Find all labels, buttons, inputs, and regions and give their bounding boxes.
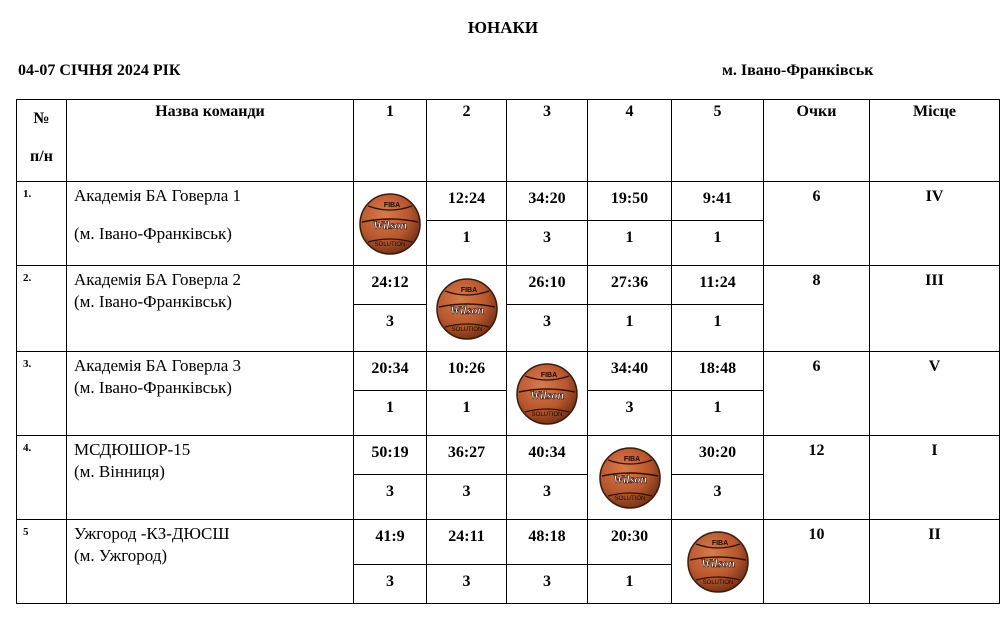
ball-top-text: FIBA	[711, 539, 728, 547]
game-points-cell: 3	[507, 565, 588, 604]
total-points: 6	[764, 182, 870, 266]
header-game-2: 2	[427, 100, 507, 182]
ball-brand-text: Wilson	[372, 217, 408, 232]
score-cell: 24:11	[427, 520, 507, 565]
game-points-cell: 1	[672, 305, 764, 352]
score-cell: 19:50	[588, 182, 672, 221]
game-points-cell: 1	[427, 221, 507, 266]
table-row	[17, 352, 1000, 391]
basketball-icon	[435, 277, 499, 341]
results-table	[16, 99, 1000, 604]
ball-bottom-text: SOLUTION	[702, 579, 733, 586]
ball-bottom-text: SOLUTION	[614, 495, 645, 502]
basketball-icon	[515, 362, 579, 426]
self-match-cell	[672, 520, 764, 604]
ball-brand-text: Wilson	[449, 302, 484, 317]
team-city: (м. Ужгород)	[74, 546, 168, 565]
self-match-cell	[507, 352, 588, 436]
game-points-cell: 3	[588, 391, 672, 436]
row-number: 3.	[17, 352, 67, 436]
game-points-cell: 3	[354, 565, 427, 604]
self-match-cell	[588, 436, 672, 520]
score-cell: 24:12	[354, 266, 427, 305]
team-cell	[67, 266, 354, 352]
team-name: Академія БА Говерла 3	[74, 356, 241, 375]
game-points-cell: 1	[672, 221, 764, 266]
ball-bottom-text: SOLUTION	[451, 326, 482, 333]
tournament-city: м. Івано-Франківськ	[722, 62, 874, 79]
team-city: (м. Вінниця)	[74, 462, 165, 481]
header-game-4: 4	[588, 100, 672, 182]
header-row	[17, 100, 1000, 182]
ball-bottom-text: SOLUTION	[531, 411, 563, 418]
score-cell: 20:30	[588, 520, 672, 565]
table-row	[17, 182, 1000, 221]
table-row	[17, 520, 1000, 565]
team-cell	[67, 436, 354, 520]
team-city: (м. Івано-Франківськ)	[74, 224, 232, 243]
game-points-cell: 3	[507, 305, 588, 352]
game-points-cell: 3	[672, 475, 764, 520]
game-points-cell: 3	[354, 475, 427, 520]
place: I	[870, 436, 1000, 520]
game-points-cell: 1	[588, 305, 672, 352]
score-cell: 27:36	[588, 266, 672, 305]
score-cell: 20:34	[354, 352, 427, 391]
header-number	[17, 100, 67, 182]
self-match-cell	[427, 266, 507, 352]
ball-brand-text: Wilson	[612, 471, 647, 486]
team-name: Ужгород -КЗ-ДЮСШ	[74, 524, 230, 543]
tournament-date: 04-07 СІЧНЯ 2024 РІК	[18, 62, 181, 79]
score-cell: 11:24	[672, 266, 764, 305]
ball-top-text: FIBA	[460, 286, 477, 294]
team-city: (м. Івано-Франківськ)	[74, 292, 232, 311]
header-number-line1: №	[33, 110, 50, 127]
team-city: (м. Івано-Франківськ)	[74, 378, 232, 397]
team-name: Академія БА Говерла 1	[74, 186, 241, 205]
header-game-3: 3	[507, 100, 588, 182]
row-number: 5	[17, 520, 67, 604]
place: III	[870, 266, 1000, 352]
game-points-cell: 1	[672, 391, 764, 436]
score-cell: 30:20	[672, 436, 764, 475]
team-cell	[67, 520, 354, 604]
row-number: 1.	[17, 182, 67, 266]
header-place: Місце	[870, 100, 1000, 182]
score-cell: 34:40	[588, 352, 672, 391]
row-number: 2.	[17, 266, 67, 352]
game-points-cell: 1	[588, 221, 672, 266]
team-cell	[67, 352, 354, 436]
game-points-cell: 3	[427, 475, 507, 520]
row-number: 4.	[17, 436, 67, 520]
total-points: 6	[764, 352, 870, 436]
table-row	[17, 436, 1000, 475]
basketball-icon	[598, 446, 662, 510]
self-match-cell	[354, 182, 427, 266]
total-points: 12	[764, 436, 870, 520]
score-cell: 41:9	[354, 520, 427, 565]
header-number-line2: п/н	[30, 148, 53, 165]
game-points-cell: 3	[507, 221, 588, 266]
game-points-cell: 1	[427, 391, 507, 436]
score-cell: 48:18	[507, 520, 588, 565]
total-points: 8	[764, 266, 870, 352]
ball-top-text: FIBA	[623, 455, 640, 463]
table-row	[17, 266, 1000, 305]
header-game-1: 1	[354, 100, 427, 182]
basketball-icon	[686, 530, 750, 594]
score-cell: 10:26	[427, 352, 507, 391]
ball-brand-text: Wilson	[529, 387, 565, 402]
team-name: МСДЮШОР-15	[74, 440, 191, 459]
score-cell: 9:41	[672, 182, 764, 221]
score-cell: 26:10	[507, 266, 588, 305]
score-cell: 12:24	[427, 182, 507, 221]
ball-bottom-text: SOLUTION	[374, 241, 406, 248]
place: IV	[870, 182, 1000, 266]
game-points-cell: 3	[507, 475, 588, 520]
place: II	[870, 520, 1000, 604]
score-cell: 34:20	[507, 182, 588, 221]
game-points-cell: 3	[354, 305, 427, 352]
team-name: Академія БА Говерла 2	[74, 270, 241, 289]
header-game-5: 5	[672, 100, 764, 182]
header-points: Очки	[764, 100, 870, 182]
score-cell: 50:19	[354, 436, 427, 475]
game-points-cell: 3	[427, 565, 507, 604]
game-points-cell: 1	[354, 391, 427, 436]
page-title: ЮНАКИ	[467, 18, 539, 37]
basketball-icon	[358, 192, 422, 256]
game-points-cell: 1	[588, 565, 672, 604]
ball-brand-text: Wilson	[700, 555, 735, 570]
place: V	[870, 352, 1000, 436]
score-cell: 36:27	[427, 436, 507, 475]
team-cell	[67, 182, 354, 266]
score-cell: 18:48	[672, 352, 764, 391]
ball-top-text: FIBA	[383, 201, 401, 209]
score-cell: 40:34	[507, 436, 588, 475]
ball-top-text: FIBA	[540, 371, 558, 379]
total-points: 10	[764, 520, 870, 604]
header-team: Назва команди	[67, 100, 354, 182]
